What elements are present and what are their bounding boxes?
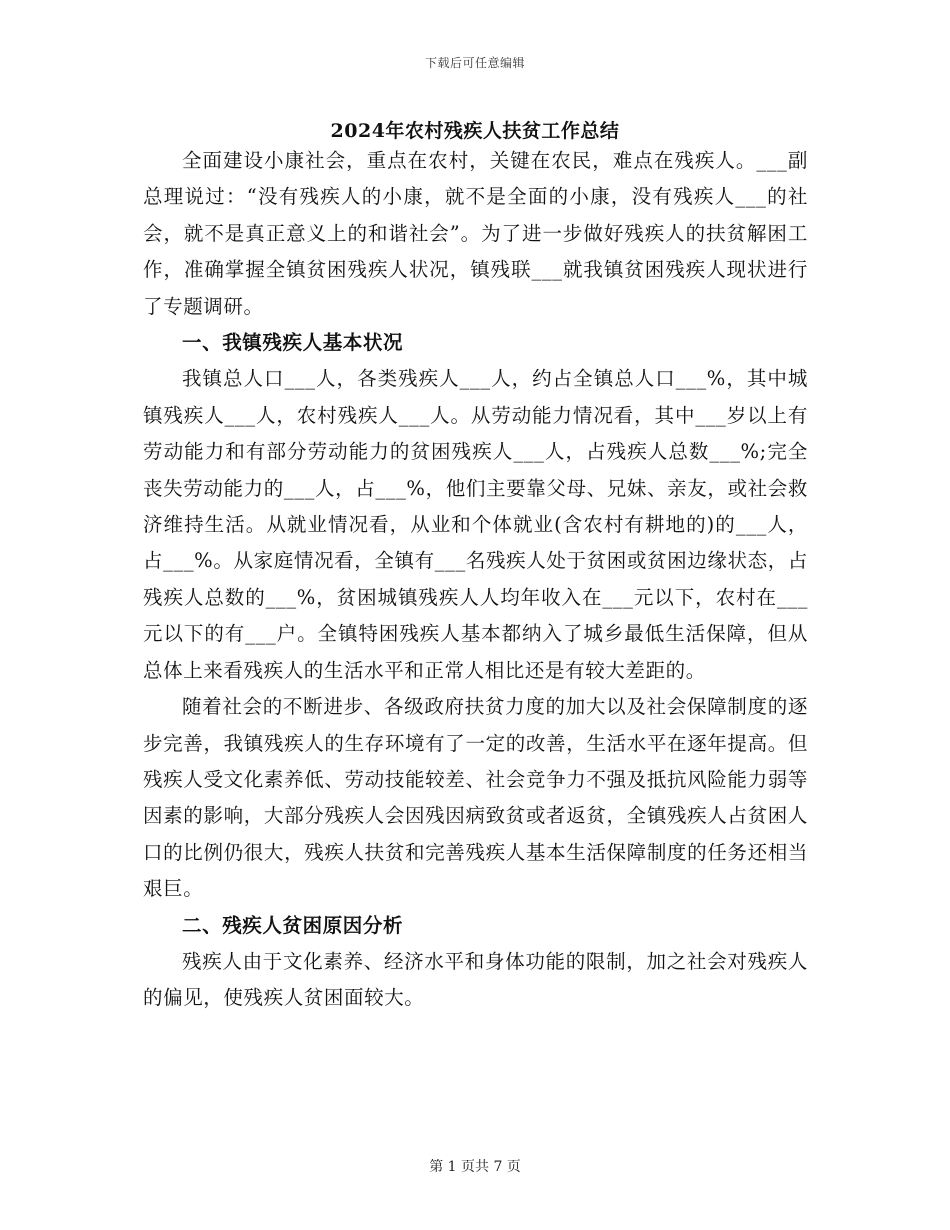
intro-paragraph: 全面建设小康社会，重点在农村，关键在农民，难点在残疾人。___副总理说过：“没有残疾人的小康，就不是全面的小康，没有残疾人___的社会，就不是真正意义上的和谐社会”。为了进一步做好残疾人的扶贫解困工作，准确掌握全镇贫困残疾人状况，镇残联___就我镇贫困残疾人现状进行了专题调研。 bbox=[143, 149, 808, 318]
body-paragraph: 残疾人由于文化素养、经济水平和身体功能的限制，加之社会对残疾人的偏见，使残疾人贫困面较大。 bbox=[143, 949, 808, 1010]
section-heading: 一、我镇残疾人基本状况 bbox=[182, 331, 404, 355]
document-body bbox=[143, 143, 808, 1017]
body-paragraph: 我镇总人口___人，各类残疾人___人，约占全镇总人口___%，其中城镇残疾人___人，农村残疾人___人。从劳动能力情况看，其中___岁以上有劳动能力和有部分劳动能力的贫困残疾人___人，占残疾人总数___%;完全丧失劳动能力的___人，占___%，他们主要靠父母、兄妹、亲友，或社会救济维持生活。从就业情况看，从业和个体就业(含农村有耕地的)的___人，占___%。从家庭情况看，全镇有___名残疾人处于贫困或贫困边缘状态，占残疾人总数的___%，贫困城镇残疾人人均年收入在___元以下，农村在___元以下的有___户。全镇特困残疾人基本都纳入了城乡最低生活保障，但从总体上来看残疾人的生活水平和正常人相比还是有较大差距的。 bbox=[143, 367, 808, 682]
body-paragraph: 随着社会的不断进步、各级政府扶贫力度的加大以及社会保障制度的逐步完善，我镇残疾人的生存环境有了一定的改善，生活水平在逐年提高。但残疾人受文化素养低、劳动技能较差、社会竞争力不强及抵抗风险能力弱等因素的影响，大部分残疾人会因残因病致贫或者返贫，全镇残疾人占贫困人口的比例仍很大，残疾人扶贫和完善残疾人基本生活保障制度的任务还相当艰巨。 bbox=[143, 695, 808, 901]
header-note: 下载后可任意编辑 bbox=[424, 56, 525, 70]
section-heading: 二、残疾人贫困原因分析 bbox=[182, 913, 404, 937]
document-title: 2024年农村残疾人扶贫工作总结 bbox=[330, 120, 620, 142]
page-indicator: 第 1 页共 7 页 bbox=[429, 1159, 521, 1175]
